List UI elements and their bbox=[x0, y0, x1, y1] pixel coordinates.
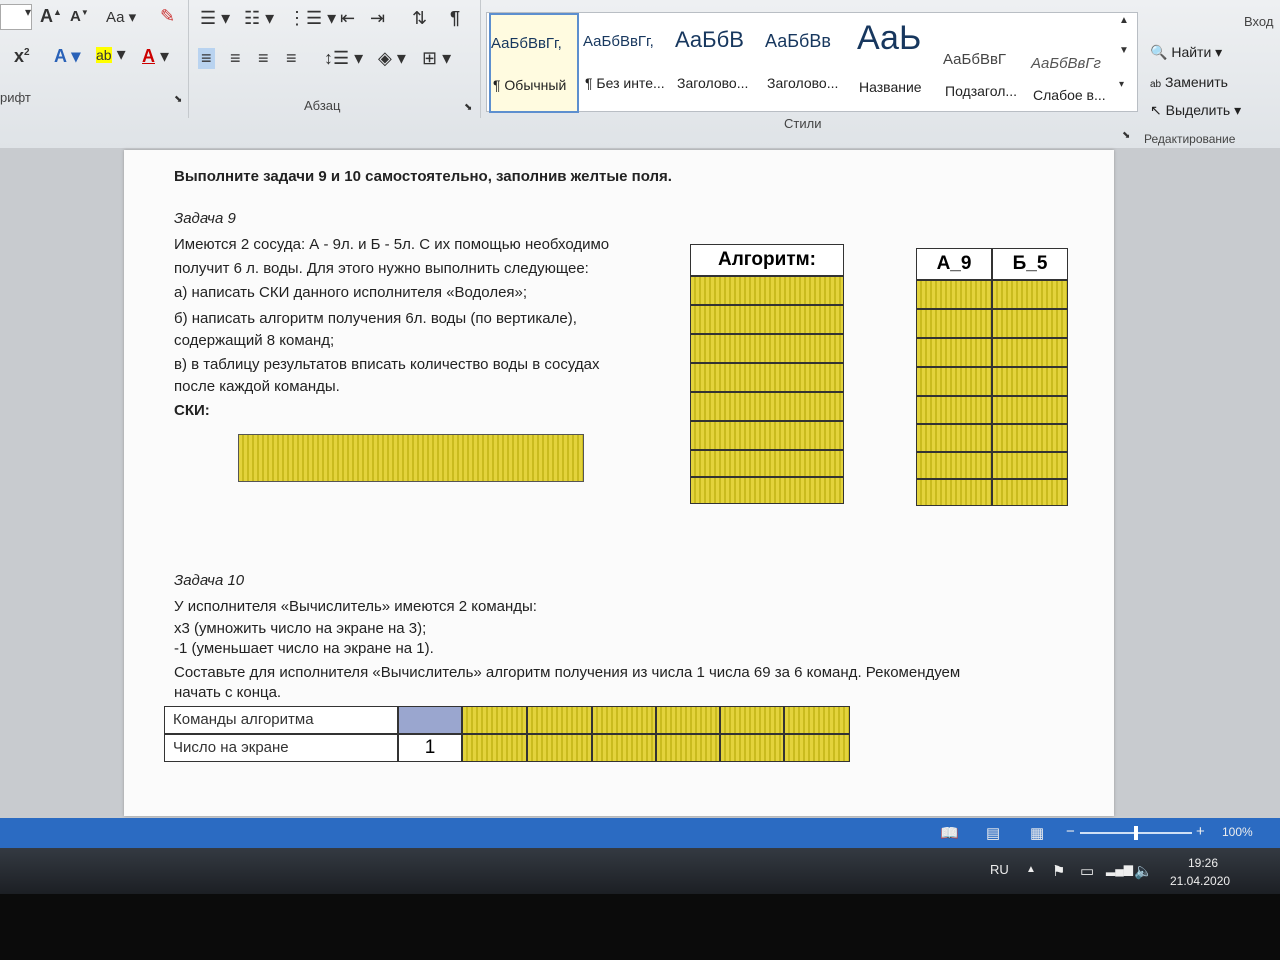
result-cell-b[interactable] bbox=[992, 396, 1068, 424]
find-button[interactable]: 🔍 Найти ▾ bbox=[1150, 44, 1223, 60]
shading-icon[interactable]: ◈ ▾ bbox=[378, 48, 406, 68]
result-cell-a[interactable] bbox=[916, 309, 992, 338]
style-name: Слабое в... bbox=[1033, 87, 1106, 103]
find-label: Найти bbox=[1171, 44, 1212, 60]
sort-icon[interactable]: ⇅ bbox=[412, 8, 428, 28]
zoom-out-icon[interactable]: − bbox=[1066, 823, 1075, 840]
numbering-icon[interactable]: ☷ ▾ bbox=[244, 8, 275, 28]
clock-date[interactable]: 21.04.2020 bbox=[1170, 874, 1231, 888]
line-spacing-icon[interactable]: ↕☰ ▾ bbox=[324, 48, 364, 68]
row-label-number: Число на экране bbox=[164, 734, 398, 762]
result-cell-a[interactable] bbox=[916, 280, 992, 309]
result-cell-b[interactable] bbox=[992, 452, 1068, 479]
show-marks-icon[interactable]: ¶ bbox=[450, 8, 461, 28]
task10-line: У исполнителя «Вычислитель» имеются 2 команды: bbox=[174, 598, 537, 615]
font-group-label: рифт bbox=[0, 90, 31, 105]
styles-gallery bbox=[486, 12, 1138, 112]
zoom-slider-thumb[interactable] bbox=[1134, 826, 1138, 840]
style-sample: АаБбВ bbox=[675, 27, 744, 52]
zoom-level[interactable]: 100% bbox=[1222, 825, 1253, 839]
result-cell-a[interactable] bbox=[916, 452, 992, 479]
command-cell[interactable] bbox=[784, 706, 850, 734]
command-cell[interactable] bbox=[592, 706, 656, 734]
task9-line: а) написать СКИ данного исполнителя «Водолея»; bbox=[174, 284, 528, 301]
task9-line: содержащий 8 команд; bbox=[174, 332, 335, 349]
result-cell-a[interactable] bbox=[916, 338, 992, 367]
number-cell[interactable] bbox=[527, 734, 592, 762]
paragraph-dialog-launcher[interactable]: ⬊ bbox=[464, 102, 473, 113]
algorithm-header: Алгоритм: bbox=[690, 244, 844, 276]
read-mode-icon[interactable]: 📖 bbox=[940, 825, 959, 842]
algorithm-cell[interactable] bbox=[690, 477, 844, 504]
style-no-spacing[interactable] bbox=[583, 13, 669, 109]
volume-icon[interactable]: 🔈 bbox=[1134, 863, 1153, 880]
device-icon[interactable]: ▭ bbox=[1080, 863, 1095, 880]
row-label-commands: Команды алгоритма bbox=[164, 706, 398, 734]
styles-group-label: Стили bbox=[784, 116, 822, 131]
number-cell[interactable] bbox=[720, 734, 784, 762]
align-center-icon[interactable]: ≡ bbox=[230, 48, 241, 68]
flag-icon[interactable]: ⚑ bbox=[1052, 863, 1066, 880]
styles-more[interactable]: ▾ bbox=[1119, 79, 1125, 90]
algorithm-cell[interactable] bbox=[690, 334, 844, 363]
col-header-b5: Б_5 bbox=[992, 248, 1068, 280]
ski-input-field[interactable] bbox=[238, 434, 584, 482]
style-sample: АаБбВвГг, bbox=[491, 35, 562, 52]
increase-indent-icon[interactable]: ⇥ bbox=[370, 8, 386, 28]
result-cell-b[interactable] bbox=[992, 338, 1068, 367]
network-icon[interactable]: ▂▄▆ bbox=[1106, 862, 1133, 876]
command-cell[interactable] bbox=[462, 706, 527, 734]
results-table bbox=[916, 248, 1068, 506]
language-indicator[interactable]: RU bbox=[990, 862, 1009, 877]
replace-label: Заменить bbox=[1165, 74, 1228, 90]
font-group bbox=[0, 0, 189, 118]
paragraph-group bbox=[188, 0, 481, 118]
task10-line: Составьте для исполнителя «Вычислитель» алгоритм получения из числа 1 числа 69 за 6 команд. Рекомендуем bbox=[174, 664, 961, 681]
style-name: Название bbox=[859, 79, 922, 95]
show-hidden-icons[interactable]: ▲ bbox=[1026, 864, 1036, 875]
style-sample: АаБбВвГг, bbox=[583, 33, 654, 50]
task9-line: получит 6 л. воды. Для этого нужно выполнить следующее: bbox=[174, 260, 589, 277]
intro-text: Выполните задачи 9 и 10 самостоятельно, заполнив желтые поля. bbox=[174, 168, 672, 185]
bullets-icon[interactable]: ☰ ▾ bbox=[200, 8, 231, 28]
style-subtle-emphasis[interactable] bbox=[1031, 13, 1117, 109]
styles-scroll-down[interactable]: ▼ bbox=[1119, 45, 1129, 56]
zoom-in-icon[interactable]: + bbox=[1196, 823, 1205, 840]
task10-line: -1 (уменьшает число на экране на 1). bbox=[174, 640, 434, 657]
web-layout-icon[interactable]: ▦ bbox=[1030, 825, 1045, 842]
align-left-icon[interactable]: ≡ bbox=[198, 48, 215, 69]
task9-line: Имеются 2 сосуда: А - 9л. и Б - 5л. С их помощью необходимо bbox=[174, 236, 610, 253]
algorithm-cell[interactable] bbox=[690, 363, 844, 392]
task9-title: Задача 9 bbox=[174, 210, 236, 227]
clock-time[interactable]: 19:26 bbox=[1188, 856, 1219, 870]
task10-line: начать с конца. bbox=[174, 684, 282, 701]
editing-group-label: Редактирование bbox=[1144, 132, 1236, 146]
zoom-slider[interactable] bbox=[1080, 832, 1192, 834]
result-cell-a[interactable] bbox=[916, 479, 992, 506]
ribbon bbox=[0, 0, 1280, 149]
col-header-a9: А_9 bbox=[916, 248, 992, 280]
highlight-icon[interactable]: ab ▾ bbox=[96, 44, 126, 64]
result-cell-a[interactable] bbox=[916, 367, 992, 396]
result-cell-b[interactable] bbox=[992, 367, 1068, 396]
style-sample: АаЬ bbox=[857, 19, 922, 57]
taskbar bbox=[0, 848, 1280, 894]
result-cell-b[interactable] bbox=[992, 309, 1068, 338]
font-dialog-launcher[interactable]: ⬊ bbox=[174, 94, 183, 105]
task10-table bbox=[164, 706, 850, 762]
command-cell[interactable] bbox=[720, 706, 784, 734]
style-name: Заголово... bbox=[677, 75, 749, 91]
text-effects-icon[interactable]: A ▾ bbox=[54, 46, 81, 66]
task9-line: после каждой команды. bbox=[174, 378, 340, 395]
align-right-icon[interactable]: ≡ bbox=[258, 48, 269, 68]
number-cell[interactable] bbox=[462, 734, 527, 762]
justify-icon[interactable]: ≡ bbox=[286, 48, 297, 68]
algorithm-cell[interactable] bbox=[690, 392, 844, 421]
style-sample: АаБбВвГ bbox=[943, 51, 1007, 68]
number-cell[interactable] bbox=[784, 734, 850, 762]
style-normal[interactable] bbox=[489, 13, 579, 113]
algorithm-cell[interactable] bbox=[690, 305, 844, 334]
select-button[interactable]: ↖ Выделить ▾ bbox=[1150, 102, 1242, 118]
borders-icon[interactable]: ⊞ ▾ bbox=[422, 48, 452, 68]
algorithm-table bbox=[690, 244, 844, 504]
styles-scroll-up[interactable]: ▲ bbox=[1119, 15, 1129, 26]
task10-title: Задача 10 bbox=[174, 572, 245, 589]
result-cell-b[interactable] bbox=[992, 280, 1068, 309]
result-cell-a[interactable] bbox=[916, 396, 992, 424]
styles-dialog-launcher[interactable]: ⬊ bbox=[1122, 130, 1131, 141]
style-sample: АаБбВв bbox=[765, 31, 831, 51]
style-heading-1[interactable] bbox=[675, 13, 761, 109]
grow-font-button[interactable]: A▲ bbox=[40, 6, 62, 26]
signin-link[interactable]: Вход bbox=[1244, 14, 1274, 29]
style-subtitle[interactable] bbox=[943, 13, 1029, 109]
result-cell-a[interactable] bbox=[916, 424, 992, 452]
find-icon: 🔍 bbox=[1150, 44, 1168, 60]
command-cell[interactable] bbox=[656, 706, 720, 734]
task10-line: x3 (умножить число на экране на 3); bbox=[174, 620, 427, 637]
select-label: Выделить bbox=[1165, 102, 1231, 118]
font-size-dropdown[interactable]: ▾ bbox=[0, 4, 32, 30]
style-name: Заголово... bbox=[767, 75, 839, 91]
change-case-button[interactable]: Аа ▾ bbox=[106, 9, 137, 26]
algorithm-cell[interactable] bbox=[690, 276, 844, 305]
replace-icon: ab bbox=[1150, 79, 1162, 90]
font-color-icon[interactable]: A ▾ bbox=[142, 46, 170, 66]
command-cell[interactable] bbox=[527, 706, 592, 734]
status-bar bbox=[0, 818, 1280, 848]
multilevel-list-icon[interactable]: ⋮☰ ▾ bbox=[288, 8, 337, 28]
algorithm-cell[interactable] bbox=[690, 450, 844, 477]
monitor-bezel bbox=[0, 894, 1280, 960]
algorithm-cell[interactable] bbox=[690, 421, 844, 450]
paragraph-group-label: Абзац bbox=[304, 98, 341, 113]
number-cell-start: 1 bbox=[398, 734, 462, 762]
result-cell-b[interactable] bbox=[992, 479, 1068, 506]
clear-format-icon[interactable]: ✎ bbox=[160, 6, 176, 26]
style-heading-2[interactable] bbox=[765, 13, 851, 109]
print-layout-icon[interactable]: ▤ bbox=[986, 825, 1001, 842]
task9-line: в) в таблицу результатов вписать количество воды в сосудах bbox=[174, 356, 600, 373]
task9-line: б) написать алгоритм получения 6л. воды (по вертикале), bbox=[174, 310, 577, 327]
number-cell[interactable] bbox=[592, 734, 656, 762]
cursor-icon: ↖ bbox=[1150, 102, 1162, 118]
document-page bbox=[124, 150, 1114, 816]
style-title[interactable] bbox=[857, 13, 943, 109]
style-sample: АаБбВвГг bbox=[1031, 55, 1101, 72]
style-name: ¶ Обычный bbox=[493, 77, 567, 93]
number-cell[interactable] bbox=[656, 734, 720, 762]
replace-button[interactable] bbox=[1150, 74, 1228, 90]
shrink-font-button[interactable]: A▼ bbox=[70, 8, 89, 25]
superscript-button[interactable]: $x^2$ bbox=[14, 46, 30, 66]
command-cell-start bbox=[398, 706, 462, 734]
ski-label: СКИ: bbox=[174, 402, 210, 419]
decrease-indent-icon[interactable]: ⇤ bbox=[340, 8, 356, 28]
style-name: ¶ Без инте... bbox=[585, 75, 665, 91]
style-name: Подзагол... bbox=[945, 83, 1018, 99]
result-cell-b[interactable] bbox=[992, 424, 1068, 452]
